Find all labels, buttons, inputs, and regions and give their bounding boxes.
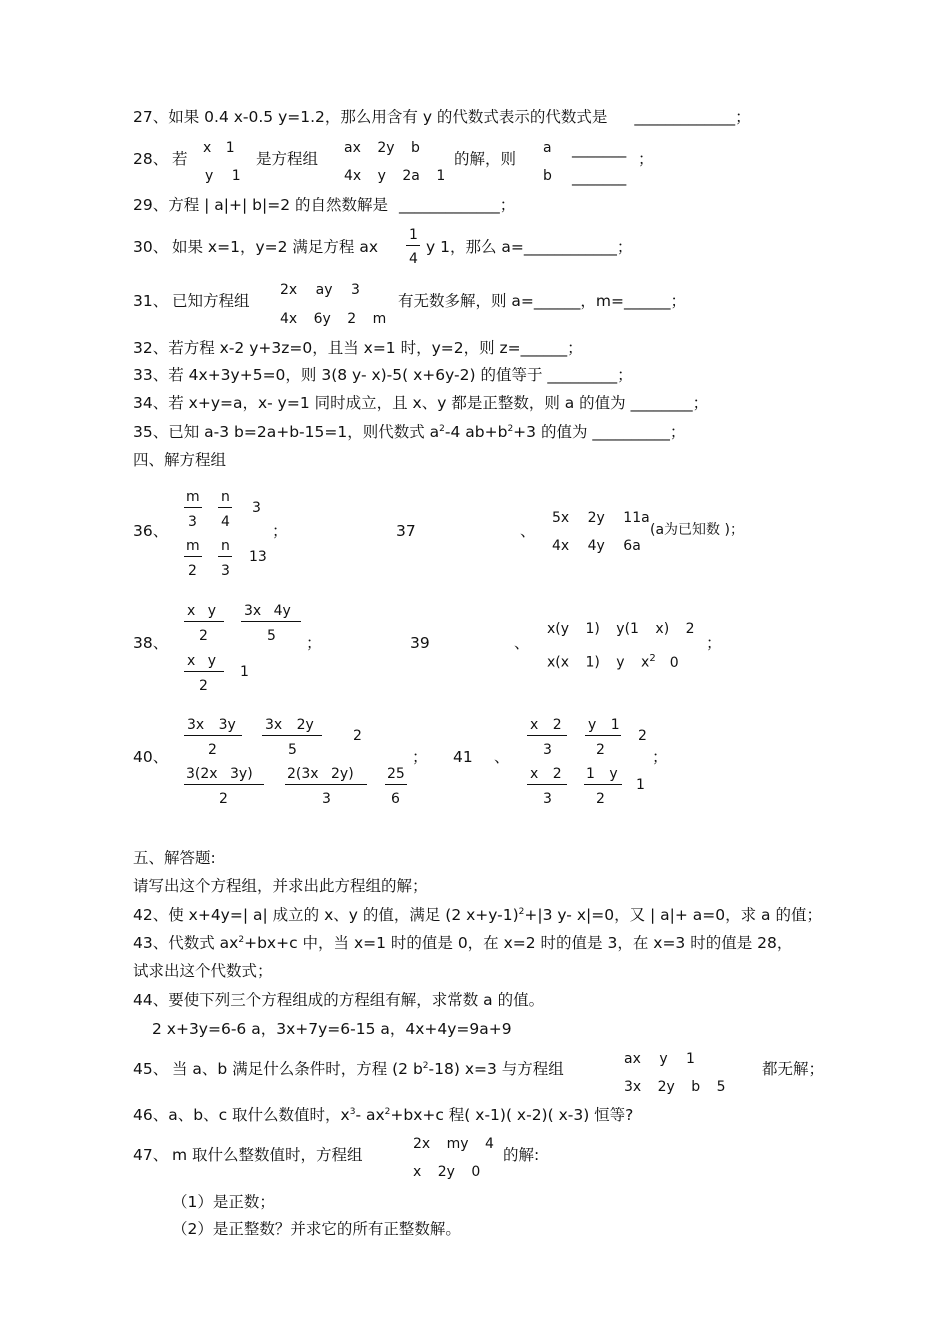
fraction-denominator: 2: [208, 742, 217, 758]
question-number: 30、: [133, 238, 169, 256]
question-29: [133, 198, 515, 214]
answer-blank: _____________: [398, 196, 500, 214]
equation-2: [547, 654, 679, 670]
section-heading: 四、解方程组: [133, 451, 227, 469]
question-text: 的解，则: [454, 150, 517, 168]
question-46: [133, 1108, 633, 1124]
question-number: 46、: [133, 1106, 169, 1125]
equation-2: 4x 6y 2 m: [280, 311, 387, 327]
question-number: 29、: [133, 196, 169, 214]
fraction-numerator: 2(3x 2y): [287, 766, 354, 782]
equation-2: 3x 2y b 5: [624, 1079, 726, 1095]
question-text: +|3 y- x|=0，又 | a|+ a=0，求 a 的值；: [524, 906, 822, 925]
fraction-denominator: 3: [188, 514, 197, 530]
fraction-denominator: 3: [322, 791, 331, 807]
question-44-line2: 2 x+3y=6-6 a，3x+7y=6-15 a，4x+4y=9a+9: [152, 1020, 512, 1038]
fraction-numerator: 1 y: [586, 766, 618, 782]
question-text: 使 x+4y=| a| 成立的 x、y 的值，满足 (2 x+y-1): [168, 906, 519, 925]
question-number: 45、: [133, 1060, 169, 1078]
solution-y: y 1: [205, 168, 241, 184]
question-number: 39: [410, 634, 430, 652]
question-text: 若方程 x-2 y+3z=0，且当 x=1 时，y=2，则 z=______；: [168, 339, 583, 357]
question-text: 要使下列三个方程组成的方程组有解，求常数 a 的值。: [168, 991, 545, 1009]
fraction-denominator: 3: [543, 791, 552, 807]
sub-question: （1）是正数；: [172, 1193, 275, 1211]
equation-2: 4x 4y 6a: [552, 538, 641, 554]
fraction-denominator: 2: [188, 563, 197, 579]
equation-2: x 2y 0: [413, 1164, 481, 1180]
rhs-value: 1: [240, 664, 249, 680]
question-43-line2: 试求出这个代数式；: [133, 962, 273, 980]
answer-blank: _____________: [634, 108, 736, 126]
question-number: 36、: [133, 522, 169, 540]
question-text: +3 的值为 __________；: [513, 423, 686, 442]
fraction-bar: [406, 245, 420, 246]
question-text: 如果 x=1，y=2 满足方程 ax: [172, 238, 378, 256]
fraction-bar: [584, 784, 622, 785]
question-text: 有无数多解，则 a=______，m=______；: [398, 292, 686, 310]
fraction-numerator: 3(2x 3y): [186, 766, 253, 782]
question-text: 代数式 ax: [168, 934, 239, 953]
equation-1: x(y 1) y(1 x) 2: [547, 621, 695, 637]
equation-1: ax y 1: [624, 1051, 695, 1067]
superscript: 2: [422, 1061, 429, 1071]
fraction-denominator: 4: [221, 514, 230, 530]
equation-part: x(x 1) y x: [547, 654, 650, 671]
fraction-numerator: 1: [409, 227, 418, 243]
rhs-value: 2: [638, 728, 647, 744]
fraction-denominator: 2: [219, 791, 228, 807]
separator: 、: [494, 748, 510, 766]
question-number: 33、: [133, 366, 169, 384]
question-text: m 取什么整数值时，方程组: [172, 1146, 363, 1164]
superscript: 2: [518, 907, 525, 917]
fraction-denominator: 3: [543, 742, 552, 758]
superscript: 2: [384, 1107, 391, 1117]
question-text: -4 ab+b: [444, 423, 508, 442]
question-43: [133, 936, 792, 952]
question-text: y 1，那么 a=____________；: [426, 238, 633, 256]
fraction-bar: [184, 556, 202, 557]
fraction-denominator: 2: [199, 628, 208, 644]
fraction-numerator: n: [221, 489, 230, 505]
separator: 、: [514, 634, 530, 652]
question-number: 28、: [133, 150, 169, 168]
fraction-numerator: 3x 2y: [265, 717, 314, 733]
equation-1: 2x ay 3: [280, 282, 360, 298]
question-33: [133, 368, 633, 384]
fraction-denominator: 2: [199, 678, 208, 694]
var-a: a: [543, 140, 552, 156]
question-number: 47、: [133, 1146, 169, 1164]
note: (a为已知数 )；: [650, 522, 744, 538]
fraction-denominator: 4: [409, 251, 418, 267]
question-text: - ax: [355, 1106, 385, 1125]
fraction-numerator: x 2: [530, 717, 562, 733]
superscript: 2: [439, 424, 445, 434]
punctuation: ；: [652, 748, 668, 766]
fraction-numerator: n: [221, 538, 230, 554]
question-42: [133, 908, 822, 924]
fraction-numerator: 25: [387, 766, 405, 782]
question-35: [133, 425, 685, 441]
question-27: [133, 110, 751, 126]
fraction-denominator: 5: [288, 742, 297, 758]
question-text: 若: [172, 150, 188, 168]
question-text: a、b、c 取什么数值时，x: [168, 1106, 350, 1125]
fraction-bar: [184, 621, 224, 622]
question-number: 44、: [133, 991, 169, 1009]
punctuation: ；: [499, 196, 516, 214]
equation-part: 0: [669, 654, 679, 671]
fraction-denominator: 3: [221, 563, 230, 579]
fraction-numerator: m: [186, 489, 200, 505]
question-number: 32、: [133, 339, 169, 357]
question-text: +bx+c 中，当 x=1 时的值是 0，在 x=2 时的值是 3，在 x=3 时的值是 28，: [244, 934, 793, 953]
text-part: 当 a、b 满足什么条件时，方程 (2 b: [172, 1060, 423, 1079]
rhs-value: 3: [252, 500, 261, 516]
rhs-value: 1: [636, 777, 645, 793]
question-text: 的解:: [503, 1146, 540, 1164]
punctuation: ；: [306, 634, 322, 652]
question-number: 41: [453, 748, 473, 766]
fraction-denominator: 5: [267, 628, 276, 644]
question-text: 已知方程组: [172, 292, 250, 310]
equation-1: ax 2y b: [344, 140, 420, 156]
equation-2: 4x y 2a 1: [344, 168, 446, 184]
fraction-bar: [184, 671, 224, 672]
separator: 、: [520, 522, 536, 540]
punctuation: ；: [735, 108, 751, 126]
superscript: 2: [507, 424, 514, 434]
question-number: 34、: [133, 394, 169, 412]
question-text: 方程 | a|+| b|=2 的自然数解是: [168, 196, 389, 214]
fraction-denominator: 6: [391, 791, 400, 807]
rhs-value: 2: [353, 728, 362, 744]
fraction-bar: [218, 507, 232, 508]
question-number: 42、: [133, 906, 169, 925]
fraction-bar: [262, 735, 322, 736]
fraction-denominator: 2: [596, 742, 605, 758]
fraction-numerator: m: [186, 538, 200, 554]
fraction-bar: [184, 784, 264, 785]
fraction-bar: [385, 784, 407, 785]
question-44: [133, 993, 544, 1009]
fraction-numerator: x 2: [530, 766, 562, 782]
fraction-bar: [184, 507, 202, 508]
fraction-bar: [527, 735, 567, 736]
solution-x: x 1: [203, 140, 235, 156]
var-b: b: [543, 168, 552, 184]
punctuation: ；: [706, 634, 722, 652]
fraction-bar: [218, 556, 232, 557]
question-text: 是方程组: [256, 150, 319, 168]
rhs-value: 13: [249, 549, 267, 565]
question-number: 27、: [133, 108, 169, 126]
equation-1: 2x my 4: [413, 1136, 494, 1152]
fraction-bar: [527, 784, 567, 785]
fraction-denominator: 2: [596, 791, 605, 807]
question-text: 已知 a-3 b=2a+b-15=1，则代数式 a: [168, 423, 440, 442]
fraction-bar: [184, 735, 242, 736]
section-heading: 五、解答题:: [133, 849, 216, 867]
fraction-numerator: x y: [187, 653, 217, 669]
paragraph: 请写出这个方程组，并求出此方程组的解；: [133, 877, 428, 895]
superscript: 2: [238, 935, 245, 945]
question-text: 都无解；: [762, 1060, 825, 1078]
question-number: 31、: [133, 292, 169, 310]
question-text: +bx+c 程( x-1)( x-2)( x-3) 恒等?: [390, 1106, 634, 1125]
question-number: 38、: [133, 634, 169, 652]
superscript: 2: [649, 653, 656, 664]
question-number: 43、: [133, 934, 169, 953]
question-text: 如果 0.4 x-0.5 y=1.2，那么用含有 y 的代数式表示的代数式是: [168, 108, 608, 126]
question-text: 若 x+y=a，x- y=1 同时成立，且 x、y 都是正整数，则 a 的值为 ________；: [168, 394, 709, 412]
fraction-numerator: x y: [187, 603, 217, 619]
question-text: [172, 1062, 564, 1078]
punctuation: ；: [412, 748, 428, 766]
question-34: [133, 396, 708, 412]
superscript: 3: [349, 1107, 356, 1117]
answer-blank: _______: [572, 140, 627, 158]
question-32: [133, 341, 583, 357]
fraction-bar: [285, 784, 367, 785]
fraction-numerator: 3x 4y: [244, 603, 291, 619]
question-number: 40、: [133, 748, 169, 766]
question-number: 35、: [133, 423, 169, 442]
punctuation: ；: [272, 522, 288, 540]
punctuation: ；: [638, 150, 654, 168]
equation-1: 5x 2y 11a: [552, 510, 650, 526]
fraction-bar: [585, 735, 621, 736]
text-part: -18) x=3 与方程组: [428, 1060, 564, 1079]
question-text: 若 4x+3y+5=0，则 3(8 y- x)-5( x+6y-2) 的值等于 _________；: [168, 366, 633, 384]
question-number: 37: [396, 522, 416, 540]
sub-question: （2）是正整数？并求它的所有正整数解。: [172, 1220, 461, 1238]
fraction-numerator: y 1: [588, 717, 620, 733]
fraction-bar: [241, 621, 301, 622]
fraction-numerator: 3x 3y: [187, 717, 236, 733]
answer-blank: _______: [572, 168, 627, 186]
